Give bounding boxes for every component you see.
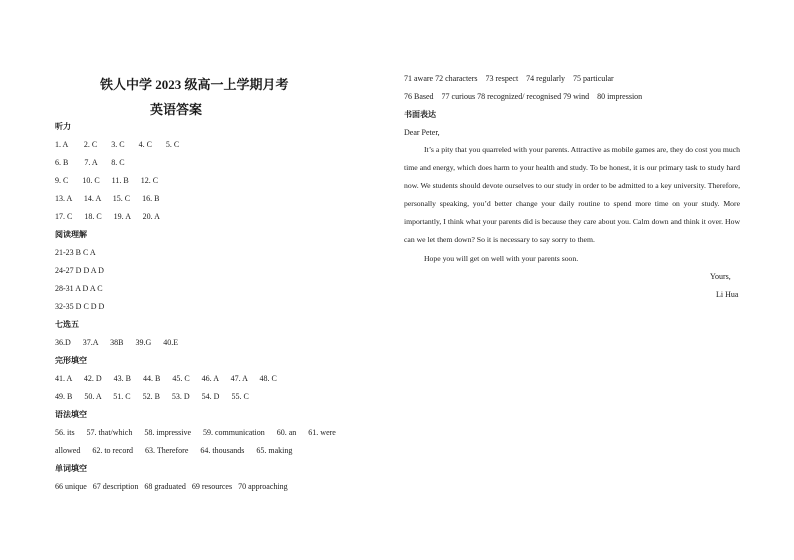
seven-choose-five-heading: 七选五 (55, 320, 79, 329)
answer-line: allowed 62. to record 63. Therefore 64. thousands 65. making (55, 446, 293, 455)
document-title: 铁人中学 2023 级高一上学期月考 (100, 77, 289, 92)
answer-line: 28-31 A D A C (55, 284, 103, 293)
answer-line: 1. A 2. C 3. C 4. C 5. C (55, 140, 180, 149)
answer-line: 32-35 D C D D (55, 302, 105, 311)
listening-heading: 听力 (55, 122, 71, 131)
answer-line: 66 unique 67 description 68 graduated 69 resources 70 approaching (55, 482, 288, 491)
answer-line: 41. A 42. D 43. B 44. B 45. C 46. A 47. A 48. C (55, 374, 277, 383)
writing-heading: 书面表达 (404, 110, 436, 119)
answer-line: 24-27 D D A D (55, 266, 104, 275)
answer-line: 9. C 10. C 11. B 12. C (55, 176, 159, 185)
answer-line: 49. B 50. A 51. C 52. B 53. D 54. D 55. C (55, 392, 249, 401)
grammar-heading: 语法填空 (55, 410, 87, 419)
document-subtitle: 英语答案 (150, 102, 203, 117)
answer-line: 76 Based 77 curious 78 recognized/ recognised 79 wind 80 impression (404, 92, 643, 101)
vocab-heading: 单词填空 (55, 464, 87, 473)
letter-salutation: Dear Peter, (404, 128, 440, 137)
answer-line: 6. B 7. A 8. C (55, 158, 125, 167)
answer-line: 17. C 18. C 19. A 20. A (55, 212, 160, 221)
answer-line: 13. A 14. A 15. C 16. B (55, 194, 160, 203)
letter-body-paragraph: It’s a pity that you quarreled with your parents. Attractive as mobile games are, they do cost you much time and energy, which does harm to your health and study. To be honest, it is our primary task to study hard now. We students should devote ourselves to our study in order to be admitted to a key university. Therefore, personally speaking, you’d better change your daily routine to spend more time on your study. More importantly, I think what your parents did is because they care about you. Calm down and think it over. How can we let them down? So it is necessary to say sorry to them. (404, 145, 740, 244)
answer-line: 56. its 57. that/which 58. impressive 59. communication 60. an 61. were (55, 428, 336, 437)
cloze-heading: 完形填空 (55, 356, 87, 365)
letter-closing-paragraph: Hope you will get on well with your parents soon. (424, 254, 579, 263)
answer-line: 71 aware 72 characters 73 respect 74 regularly 75 particular (404, 74, 614, 83)
reading-heading: 阅读理解 (55, 230, 87, 239)
letter-signature: Li Hua (716, 290, 739, 299)
answer-line: 21-23 B C A (55, 248, 96, 257)
answer-line: 36.D 37.A 38B 39.G 40.E (55, 338, 179, 347)
letter-closing: Yours, (710, 272, 731, 281)
